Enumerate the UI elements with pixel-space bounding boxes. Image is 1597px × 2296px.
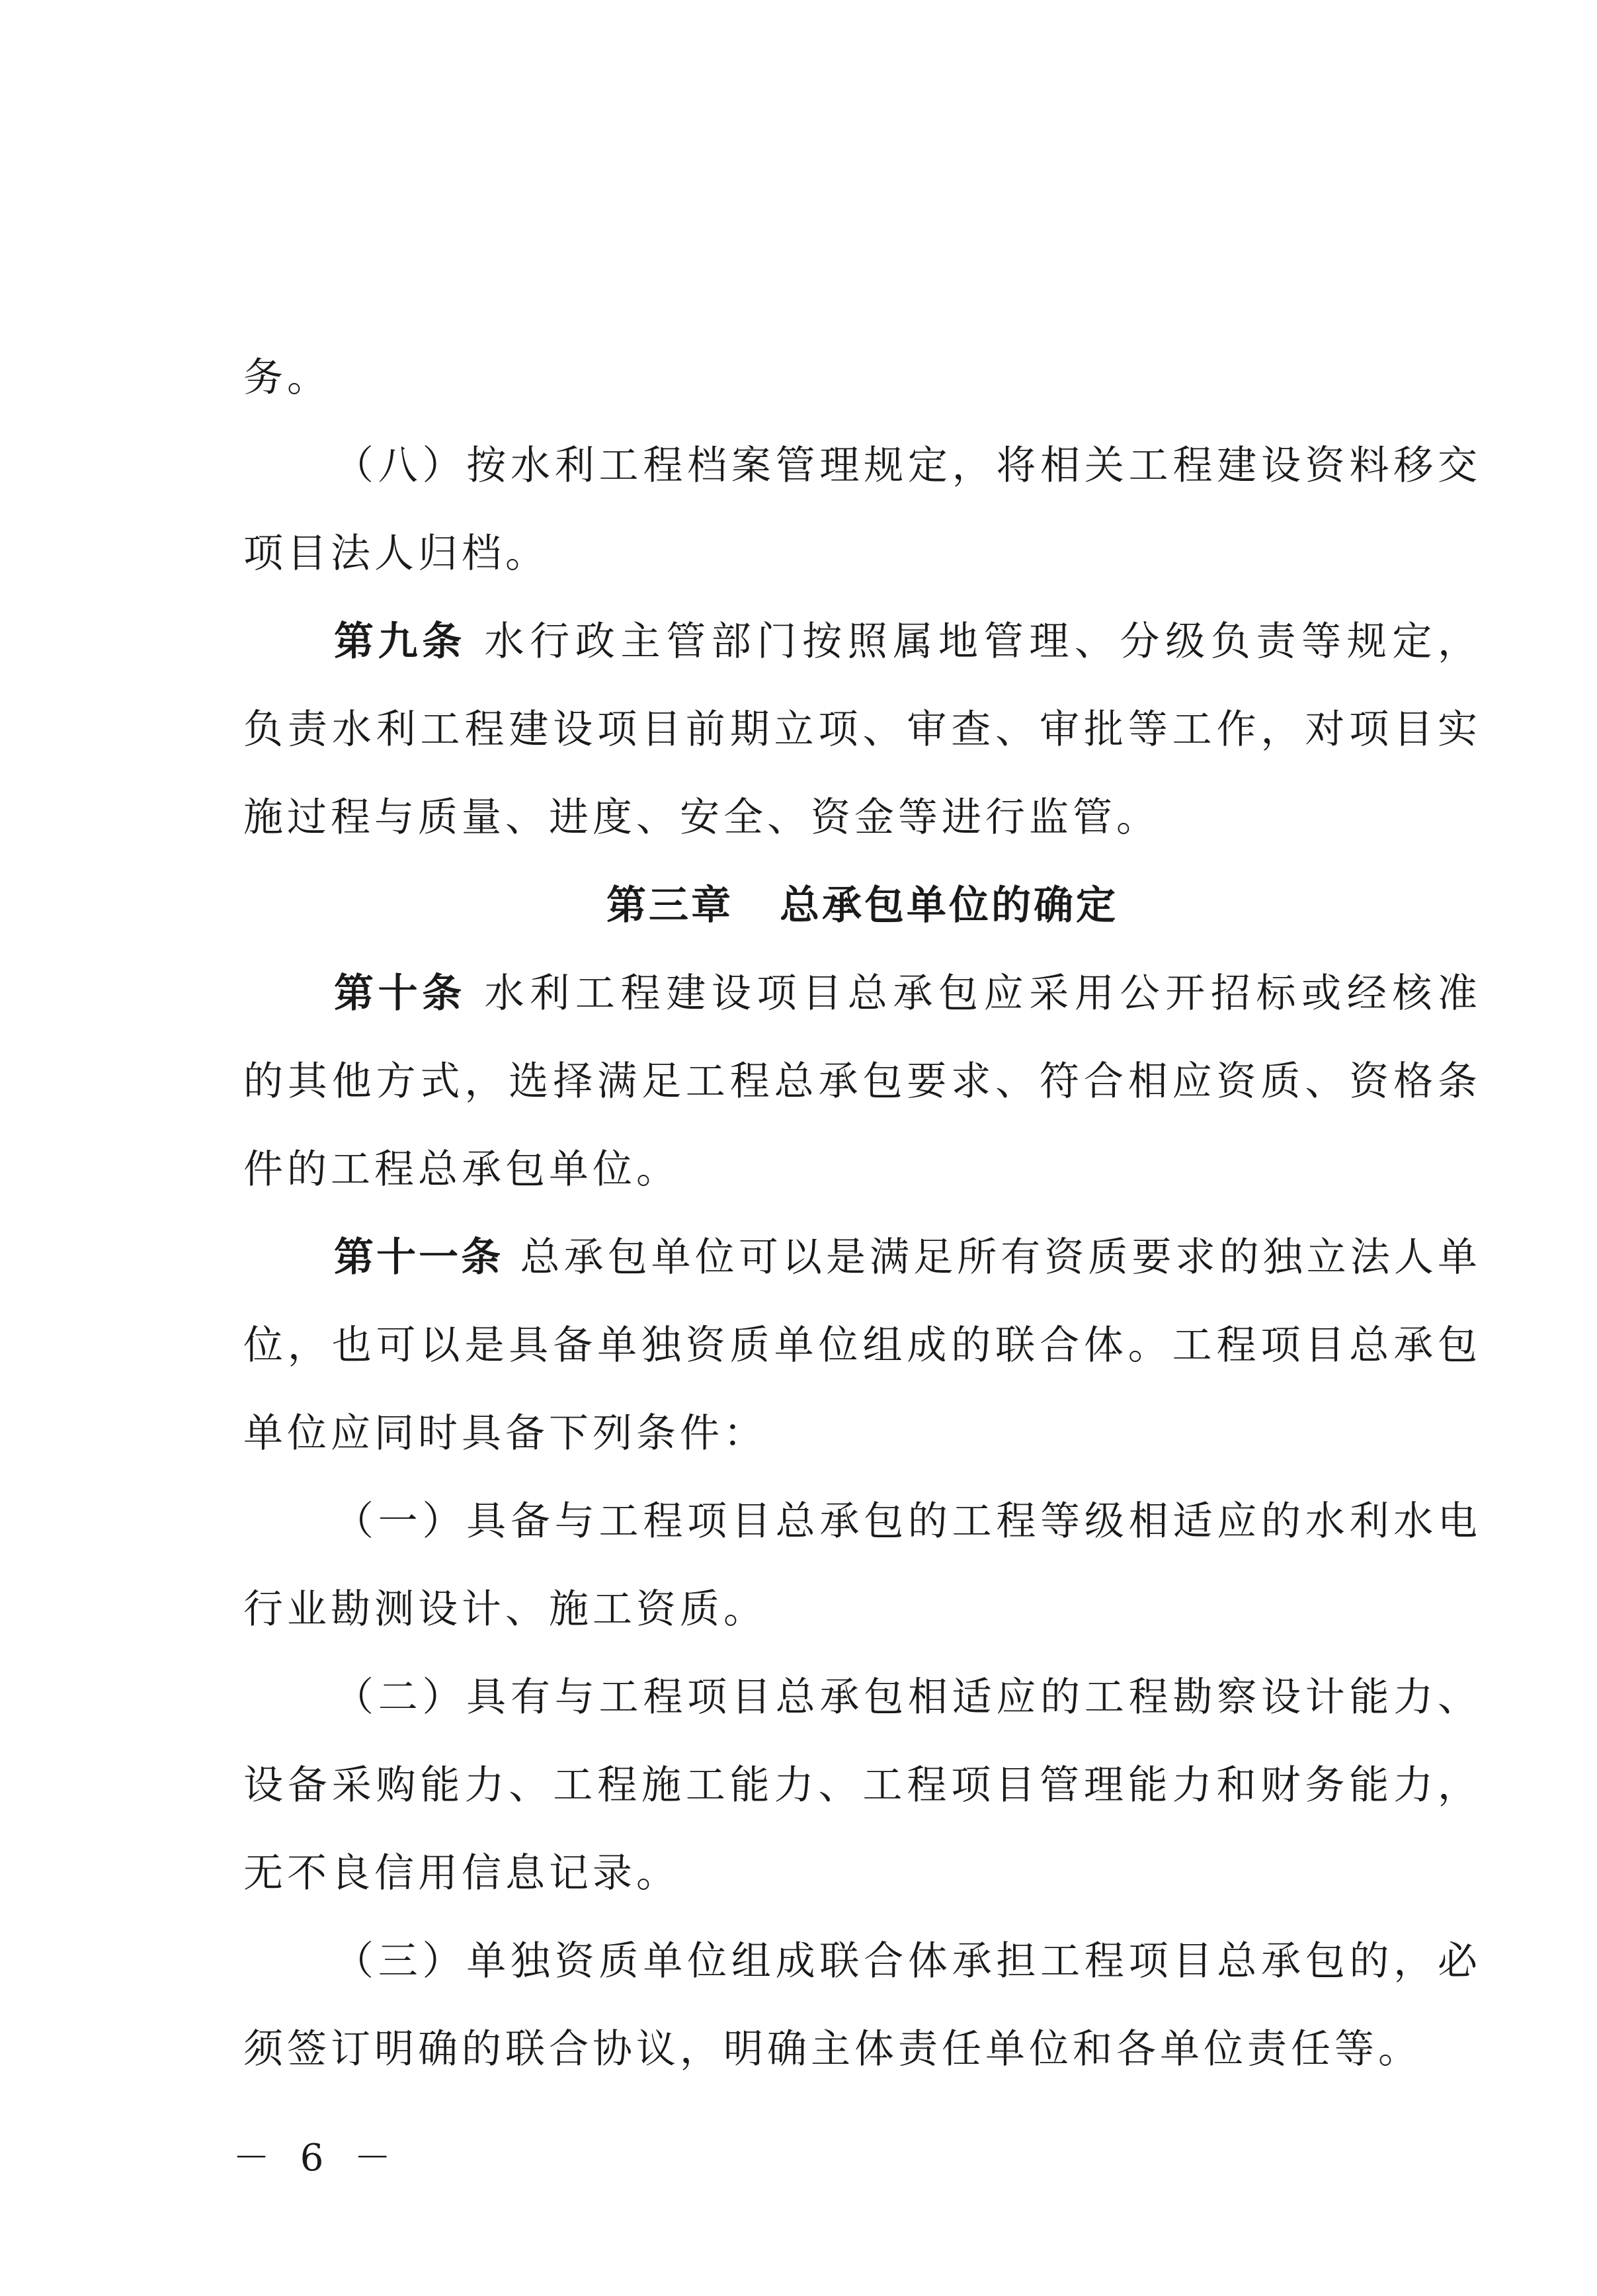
page-number: － 6 －: [233, 2137, 401, 2180]
paragraph-article-9: [243, 598, 1481, 862]
paragraph-item-2: [243, 1654, 1481, 1918]
article-label: 第十一条: [334, 1234, 504, 1281]
paragraph-text: （八）按水利工程档案管理规定，将相关工程建设资料移交项目法人归档。: [243, 443, 1481, 577]
paragraph-article-11: [243, 1214, 1481, 1478]
paragraph-continuation: [243, 334, 1481, 422]
chapter-number: 第三章: [606, 882, 733, 929]
paragraph-item-8: [243, 422, 1481, 598]
paragraph-text: 务。: [243, 355, 331, 401]
article-label: 第十条: [334, 970, 466, 1017]
chapter-title: 总承包单位的确定: [780, 882, 1118, 929]
paragraph-article-10: [243, 950, 1481, 1214]
article-label: 第九条: [334, 618, 466, 665]
chapter-heading: [243, 862, 1481, 950]
paragraph-text: 水利工程建设项目总承包应采用公开招标或经核准的其他方式，选择满足工程总承包要求、符合相应资质、资格条件的工程总承包单位。: [243, 970, 1482, 1193]
paragraph-item-1: [243, 1478, 1481, 1654]
paragraph-text: （三）单独资质单位组成联合体承担工程项目总承包的，必须签订明确的联合协议，明确主体责任单位和各单位责任等。: [243, 1938, 1481, 2072]
paragraph-text: 水行政主管部门按照属地管理、分级负责等规定，负责水利工程建设项目前期立项、审查、审批等工作，对项目实施过程与质量、进度、安全、资金等进行监管。: [243, 618, 1482, 841]
paragraph-text: （二）具有与工程项目总承包相适应的工程勘察设计能力、设备采购能力、工程施工能力、工程项目管理能力和财务能力，无不良信用信息记录。: [243, 1674, 1481, 1896]
paragraph-text: （一）具备与工程项目总承包的工程等级相适应的水利水电行业勘测设计、施工资质。: [243, 1498, 1481, 1633]
paragraph-text: 总承包单位可以是满足所有资质要求的独立法人单位，也可以是具备单独资质单位组成的联合体。工程项目总承包单位应同时具备下列条件：: [243, 1234, 1482, 1457]
body-text: [243, 334, 1481, 2094]
paragraph-item-3: [243, 1918, 1481, 2094]
